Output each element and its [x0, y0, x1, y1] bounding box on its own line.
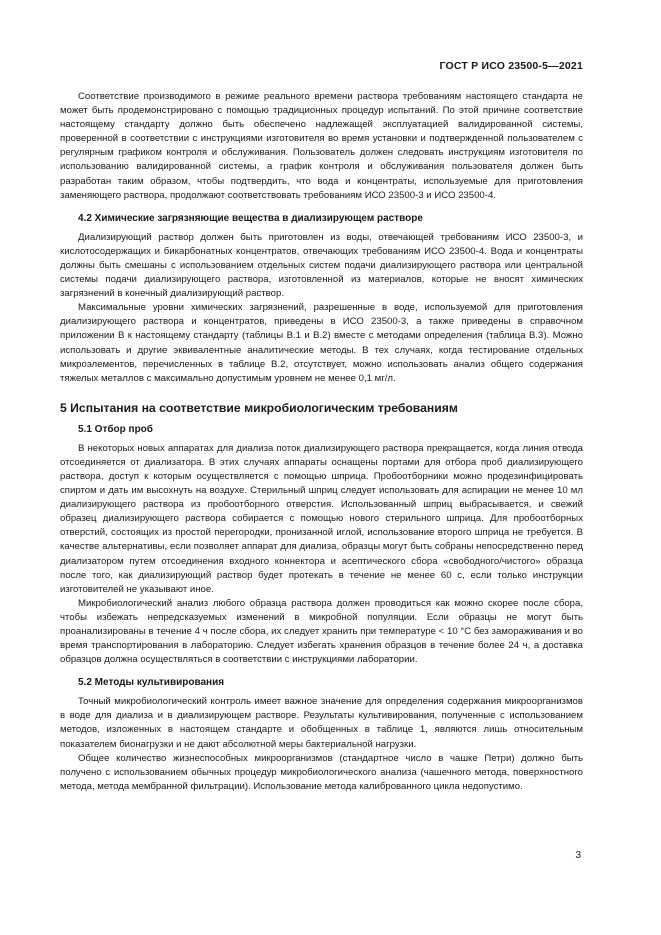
paragraph: В некоторых новых аппаратах для диализа поток диализирующего раствора прекращается, когда линия отвода отсоединяется от диализатора. В этих случаях аппараты оснащены портами для отбора проб диализирующего раствора, доступ к которым осуществляется с помощью шприца. Пробоотборники можно продезинфицировать спиртом и дать им высохнуть на воздухе. Стерильный шприц следует использовать для аспирации не менее 10 мл диализирующего раствора из пробоотборного отверстия. Использованный шприц выбрасывается, и свежий образец диализирующего раствора собирается с помощью нового стерильного шприца. Для пробоотборных отверстий, состоящих из простой перегородки, пронизанной иглой, использование второго шприца не требуется. В качестве альтернативы, если позволяет аппарат для диализа, образцы могут быть собраны непосредственно перед диализатором путем отсоединения входного коннектора и асептического сбора «свободного/чистого» образца после того, как диализирующий раствор будет протекать в течение не менее 60 с, если только инструкции изготовителей не указывают иное. — [60, 442, 583, 595]
section-heading-5-2: 5.2 Методы культивирования — [78, 677, 225, 689]
paragraph: Соответствие производимого в режиме реального времени раствора требованиям настоящего стандарта не может быть продемонстрировано с помощью традиционных процедур испытаний. По этой причине соответствие настоящему стандарту должно быть обеспечено надлежащей эксплуатацией валидированной системы, проверенной в соответствии с инструкциями изготовителя во время установки и подтвержденной пользователем с регулярным графиком контроля и обслуживания. Пользователь должен следовать инструкциям изготовителя по использованию валидированной системы, а график контроля и обслуживания пользователя должен быть разработан таким образом, чтобы подтвердить, что вода и концентраты, используемые для приготовления заменяющего раствора, продолжают соответствовать требованиям ИСО 23500-3 и ИСО 23500-4. — [60, 91, 583, 201]
paragraph: Общее количество жизнеспособных микроорганизмов (стандартное число в чашке Петри) должно быть получено с использованием обычных процедур микробиологического анализа (чашечного метода, поверхностного метода, метода мембранной фильтрации). Использование метода калиброванного цикла недопустимо. — [60, 752, 583, 792]
paragraph: Микробиологический анализ любого образца раствора должен проводиться как можно скорее после сбора, чтобы избежать непредсказуемых изменений в микробной популяции. Если образцы не могут быть проанализированы в течение 4 ч после сбора, их следует хранить при температуре < 10 °С без замораживания и во время транспортирования в лабораторию. Следует избегать хранения образцов в течение более 24 ч, а доставка образцов должна осуществляться в соответствии с инструкциями лаборатории. — [60, 597, 583, 666]
paragraph: Точный микробиологический контроль имеет важное значение для определения содержания микроорганизмов в воде для диализа и в диализирующем растворе. Результаты культивирования, полученные с использованием методов, изложенных в настоящем стандарте и обобщенных в таблице 1, являются лишь относительным показателем бионагрузки и не дают абсолютной меры бактериальной нагрузки. — [60, 696, 583, 750]
page-content — [60, 90, 583, 794]
section-heading-5: 5 Испытания на соответствие микробиологическим требованиям — [60, 400, 458, 415]
page-number: 3 — [575, 850, 581, 861]
section-heading-4-2: 4.2 Химические загрязняющие вещества в диализирующем растворе — [78, 212, 423, 224]
section-heading-5-1: 5.1 Отбор проб — [78, 423, 153, 435]
paragraph: Диализирующий раствор должен быть приготовлен из воды, отвечающей требованиям ИСО 23500-3, и кислотосодержащих и бикарбонатных концентратов, отвечающих требованиям ИСО 23500-4. Вода и концентраты должны быть смешаны с использованием отдельных систем подачи диализирующего раствора или центральной системы подачи диализирующего раствора, изготовленной из материалов, которые не вносят химических загрязнений в конечный диализирующий раствор. — [60, 231, 583, 300]
document-code: ГОСТ Р ИСО 23500-5—2021 — [439, 60, 583, 72]
paragraph: Максимальные уровни химических загрязнений, разрешенные в воде, используемой для приготовления диализирующего раствора и концентратов, приведены в ИСО 23500-3, а также приведены в справочном приложении В к настоящему стандарту (таблицы В.1 и В.2) вместе с методами определения (таблица В.3). Можно использовать и другие эквивалентные аналитические методы. В тех случаях, когда тестирование отдельных микроэлементов, перечисленных в таблице В.2, отсутствует, можно использовать анализ общего содержания тяжелых металлов с максимально допустимым уровнем не менее 0,1 мг/л. — [60, 302, 583, 384]
